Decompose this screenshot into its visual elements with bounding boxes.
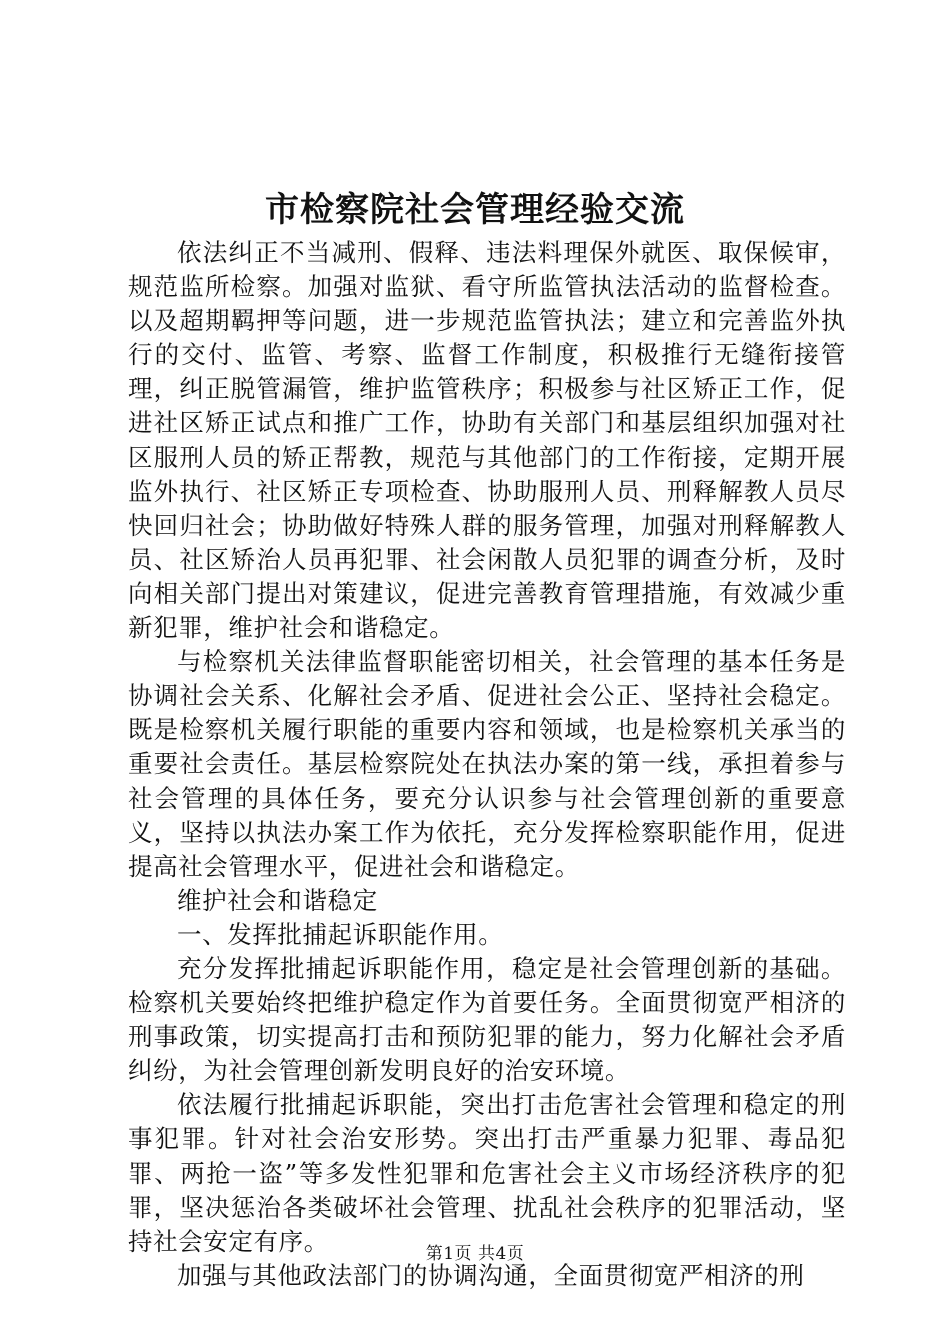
page-footer: 第1页 共4页 [425,1244,525,1264]
paragraph: 与检察机关法律监督职能密切相关，社会管理的基本任务是协调社会关系、化解社会矛盾、促进社会公正、坚持社会稳定。既是检察机关履行职能的重要内容和领域，也是检察机关承当的重要社会责任。基层检察院处在执法办案的第一线，承担着参与社会管理的具体任务，要充分认识参与社会管理创新的重要意义，坚持以执法办案工作为依托，充分发挥检察职能作用，促进提高社会管理水平，促进社会和谐稳定。 [128,647,846,881]
document-body [128,236,846,1293]
section-heading: 一、发挥批捕起诉职能作用。 [177,919,504,949]
document-title: 市检察院社会管理经验交流 [265,190,685,230]
paragraph: 依法履行批捕起诉职能，突出打击危害社会管理和稳定的刑事犯罪。针对社会治安形势。突出打击严重暴力犯罪、毒品犯罪、两抢一盗”等多发性犯罪和危害社会主义市场经济秩序的犯罪，坚决惩治各类破坏社会管理、扰乱社会秩序的犯罪活动，坚持社会安定有序。 [128,1090,846,1256]
paragraph: 依法纠正不当减刑、假释、违法料理保外就医、取保候审，规范监所检察。加强对监狱、看守所监管执法活动的监督检查。以及超期羁押等问题，进一步规范监管执法；建立和完善监外执行的交付、监管、考察、监督工作制度，积极推行无缝衔接管理，纠正脱管漏管，维护监管秩序；积极参与社区矫正工作，促进社区矫正试点和推广工作，协助有关部门和基层组织加强对社区服刑人员的矫正帮教，规范与其他部门的工作衔接，定期开展监外执行、社区矫正专项检查、协助服刑人员、刑释解教人员尽快回归社会；协助做好特殊人群的服务管理，加强对刑释解教人员、社区矫治人员再犯罪、社会闲散人员犯罪的调查分析，及时向相关部门提出对策建议，促进完善教育管理措施，有效减少重新犯罪，维护社会和谐稳定。 [128,238,846,643]
paragraph: 加强与其他政法部门的协调沟通，全面贯彻宽严相济的刑 [177,1260,805,1290]
paragraph: 充分发挥批捕起诉职能作用，稳定是社会管理创新的基础。检察机关要始终把维护稳定作为首要任务。全面贯彻宽严相济的刑事政策，切实提高打击和预防犯罪的能力，努力化解社会矛盾纠纷，为社会管理创新发明良好的治安环境。 [128,953,846,1086]
section-heading: 维护社会和谐稳定 [177,885,378,915]
